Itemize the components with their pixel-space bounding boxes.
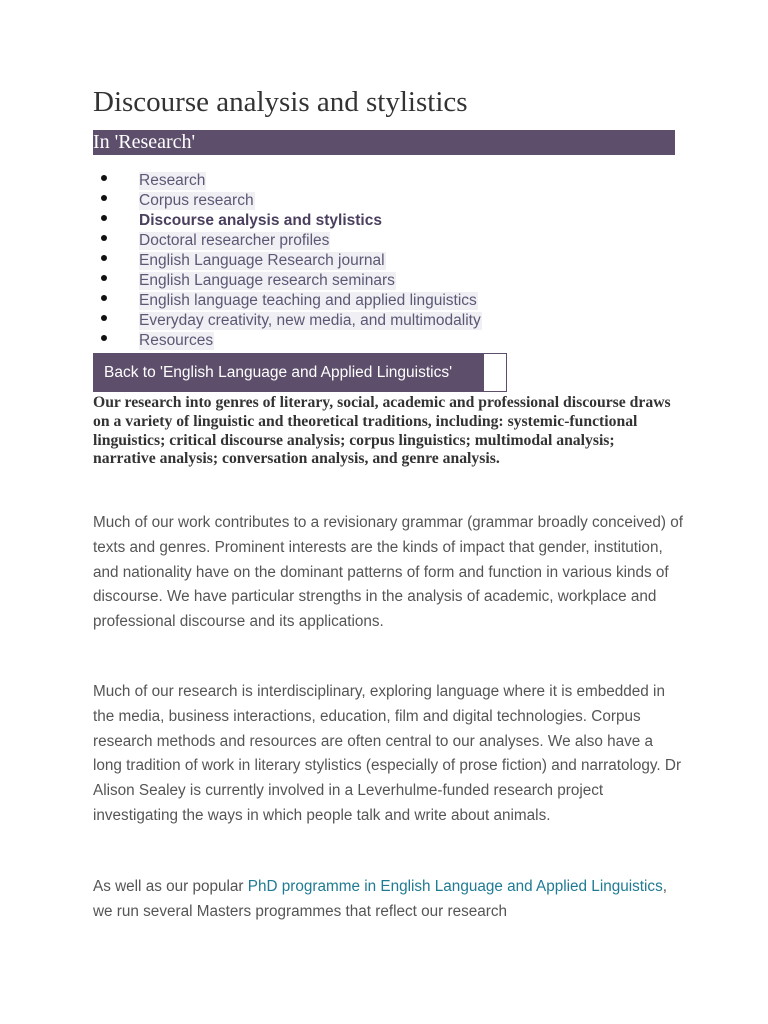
bullet-icon bbox=[101, 235, 107, 241]
bullet-icon bbox=[101, 295, 107, 301]
page-title: Discourse analysis and stylistics bbox=[93, 86, 468, 118]
nav-link-research-journal[interactable]: English Language Research journal bbox=[139, 252, 385, 269]
back-button-label: Back to 'English Language and Applied Linguistics' bbox=[104, 364, 453, 381]
bullet-icon bbox=[101, 315, 107, 321]
bullet-icon bbox=[101, 255, 107, 261]
nav-link-corpus-research[interactable]: Corpus research bbox=[139, 192, 254, 209]
nav-link-resources[interactable]: Resources bbox=[139, 332, 214, 349]
intro-paragraph: Our research into genres of literary, social, academic and professional discourse draws on a variety of linguistic and theoretical traditions, including: systemic-functional linguistics; critical discourse analysis; corpus linguistics; multimodal analysis; narrative analysis; conversation analysis, and genre analysis. bbox=[93, 394, 671, 468]
bullet-icon bbox=[101, 275, 107, 281]
nav-link-research[interactable]: Research bbox=[139, 172, 206, 189]
nav-current-discourse-analysis: Discourse analysis and stylistics bbox=[139, 212, 382, 229]
nav-link-research-seminars[interactable]: English Language research seminars bbox=[139, 272, 395, 289]
nav-link-everyday-creativity[interactable]: Everyday creativity, new media, and multimodality bbox=[139, 312, 481, 329]
phd-programme-link[interactable]: PhD programme in English Language and Applied Linguistics bbox=[247, 878, 663, 895]
section-heading: In 'Research' bbox=[93, 130, 675, 155]
bullet-icon bbox=[101, 335, 107, 341]
bullet-icon bbox=[101, 195, 107, 201]
nav-link-elt[interactable]: English language teaching and applied linguistics bbox=[139, 292, 477, 309]
bullet-icon bbox=[101, 215, 107, 221]
back-button[interactable] bbox=[93, 353, 507, 392]
body-paragraph-1: Much of our work contributes to a revisionary grammar (grammar broadly conceived) of texts and genres. Prominent interests are the kinds of impact that gender, institution, and nationality have on the dominant patterns of form and function in various kinds of discourse. We have particular strengths in the analysis of academic, workplace and professional discourse and its applications. bbox=[93, 514, 684, 631]
bullet-icon bbox=[101, 175, 107, 181]
body-paragraph-2: Much of our research is interdisciplinary, exploring language where it is embedded in the media, business interactions, education, film and digital technologies. Corpus research methods and resources are often central to our analyses. We also have a long tradition of work in literary stylistics (especially of prose fiction) and narratology. Dr Alison Sealey is currently involved in a Leverhulme-funded research project investigating the ways in which people talk and write about animals. bbox=[93, 683, 682, 824]
body-paragraph-3: As well as our popular PhD programme in English Language and Applied Linguistics, we run several Masters programmes that reflect our research bbox=[93, 878, 667, 920]
nav-link-doctoral-profiles[interactable]: Doctoral researcher profiles bbox=[139, 232, 330, 249]
